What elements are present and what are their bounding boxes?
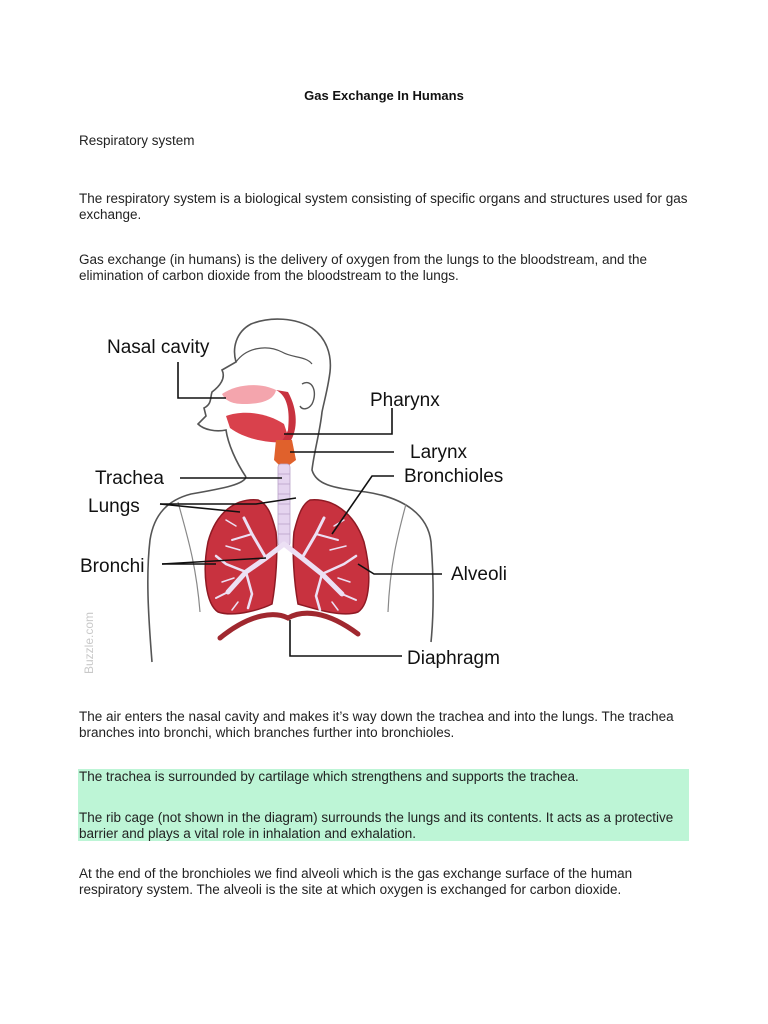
document-title: Gas Exchange In Humans [304, 88, 464, 103]
label-lungs: Lungs [88, 496, 140, 517]
paragraph-definition: The respiratory system is a biological system consisting of specific organs and structures used for gas exchange. [79, 191, 688, 222]
mouth-cavity-shape [226, 413, 290, 443]
arm-right-outline [388, 504, 406, 612]
paragraph-trachea-cartilage: The trachea is surrounded by cartilage which strengthens and supports the trachea. [79, 769, 579, 784]
watermark: Buzzle.com [82, 611, 96, 674]
label-diaphragm: Diaphragm [407, 648, 500, 669]
ear-icon [300, 383, 314, 409]
nasal-cavity-shape [222, 385, 276, 404]
arm-left-outline [178, 502, 200, 612]
paragraph-air-path: The air enters the nasal cavity and makes it’s way down the trachea and into the lungs. The trachea branches into bronchi, which branches further into bronchioles. [79, 709, 674, 740]
paragraph-alveoli: At the end of the bronchioles we find alveoli which is the gas exchange surface of the human respiratory system. The alveoli is the site at which oxygen is exchanged for carbon dioxide. [79, 866, 633, 897]
label-nasal-cavity: Nasal cavity [107, 337, 210, 358]
label-trachea: Trachea [95, 468, 164, 489]
larynx-shape [274, 440, 296, 466]
hair-outline [236, 348, 312, 364]
label-alveoli: Alveoli [451, 564, 507, 585]
paragraph-rib-cage: The rib cage (not shown in the diagram) surrounds the lungs and its contents. It acts as a protective barrier and plays a vital role in inhalation and exhalation. [79, 810, 674, 841]
paragraph-gas-exchange: Gas exchange (in humans) is the delivery of oxygen from the lungs to the bloodstream, and the elimination of carbon dioxide from the bloodstream to the lungs. [79, 252, 648, 283]
respiratory-diagram [76, 312, 546, 682]
respiratory-diagram-svg [76, 312, 546, 682]
diaphragm-shape [220, 613, 358, 638]
label-bronchi: Bronchi [80, 556, 145, 577]
section-heading: Respiratory system [79, 133, 195, 148]
label-larynx: Larynx [410, 442, 468, 463]
label-pharynx: Pharynx [370, 390, 440, 411]
label-bronchioles: Bronchioles [404, 466, 504, 487]
